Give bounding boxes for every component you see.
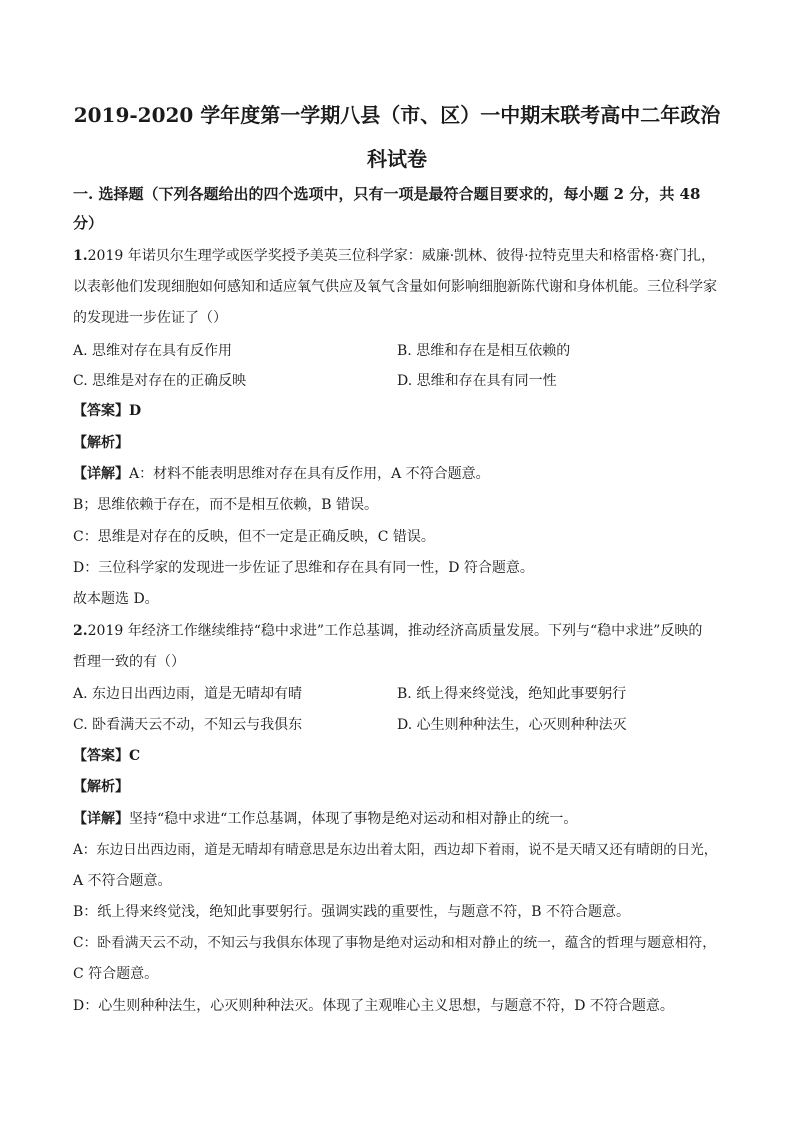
- q1-explain-a-line: [73, 463, 723, 485]
- q1-explain-c: C：思维是对存在的反映，但不一定是正确反映，C 错误。: [73, 529, 435, 545]
- q2-detail-tag: 【详解】: [73, 811, 129, 827]
- q2-answer-tag: 【答案】: [73, 748, 129, 764]
- q1-explain-d: D：三位科学家的发现进一步佐证了思维和存在具有同一性，D 符合题意。: [73, 560, 534, 576]
- q1-option-c: C. 思维是对存在的正确反映: [73, 373, 247, 389]
- q1-stem-line2: 以表彰他们发现细胞如何感知和适应氧气供应及氧气含量如何影响细胞新陈代谢和身体机能。三位科学家: [73, 279, 717, 295]
- q2-explain-a-line2: A 不符合题意。: [73, 873, 172, 889]
- q2-stem-text1: 2019 年经济工作继续维持“稳中求进”工作总基调，推动经济高质量发展。下列与“稳中求进”反映的: [87, 623, 703, 639]
- q1-stem-line3: 的发现进一步佐证了（）: [73, 310, 227, 326]
- q1-explain-b: B；思维依赖于存在，而不是相互依赖，B 错误。: [73, 497, 379, 513]
- q2-option-b: B. 纸上得来终觉浅，绝知此事要躬行: [397, 686, 627, 702]
- q1-stem-text1: 2019 年诺贝尔生理学或医学奖授予美英三位科学家：威廉·凯林、彼得·拉特克里夫和格雷格·赛门扎，: [87, 248, 716, 264]
- q2-option-a: A. 东边日出西边雨，道是无晴却有晴: [73, 686, 303, 702]
- q1-number: 1.: [73, 248, 88, 264]
- q1-answer-line: [73, 400, 723, 422]
- q2-option-d: D. 心生则种种法生，心灭则种种法灭: [397, 717, 627, 733]
- q1-option-d: D. 思维和存在具有同一性: [397, 373, 557, 389]
- q1-answer-tag: 【答案】: [73, 403, 129, 419]
- q2-explain-a-line1: A：东边日出西边雨，道是无晴却有晴意思是东边出着太阳，西边却下着雨，说不是天晴又还有晴朗的日光，: [73, 842, 718, 858]
- q2-explain-d: D：心生则种种法生，心灭则种种法灭。体现了主观唯心主义思想，与题意不符，D 不符合题意。: [73, 998, 674, 1014]
- q2-option-c: C. 卧看满天云不动，不知云与我俱东: [73, 717, 303, 733]
- q2-explain-c-line2: C 符合题意。: [73, 966, 159, 982]
- q1-detail-tag: 【详解】: [73, 466, 129, 482]
- q2-explain-b: B：纸上得来终觉浅，绝知此事要躬行。强调实践的重要性，与题意不符，B 不符合题意。: [73, 904, 631, 920]
- q2-detail: 坚持“稳中求进“工作总基调，体现了事物是绝对运动和相对静止的统一。: [129, 811, 578, 827]
- q2-detail-line: [73, 808, 723, 830]
- q1-stem-line1: [73, 245, 723, 267]
- q1-explain-a: A：材料不能表明思维对存在具有反作用，A 不符合题意。: [129, 466, 490, 482]
- q2-answer-value: C: [129, 748, 141, 764]
- q2-stem-line2: 哲理一致的有（）: [73, 654, 185, 670]
- q2-number: 2.: [73, 623, 88, 639]
- q2-answer-line: [73, 745, 723, 767]
- q1-option-a: A. 思维对存在具有反作用: [73, 343, 233, 359]
- q1-conclusion: 故本题选 D。: [73, 591, 159, 607]
- q2-explain-c-line1: C：卧看满天云不动，不知云与我俱东体现了事物是绝对运动和相对静止的统一，蕴含的哲理与题意相符，: [73, 935, 717, 951]
- q2-stem-line1: [73, 620, 723, 642]
- exam-title-line1: 2019-2020 学年度第一学期八县（市、区）一中期末联考高中二年政治: [73, 103, 721, 127]
- q1-option-b: B. 思维和存在是相互依赖的: [397, 343, 571, 359]
- q1-analysis-tag: 【解析】: [73, 435, 129, 451]
- exam-title-line2: 科试卷: [367, 147, 427, 171]
- q2-analysis-tag: 【解析】: [73, 779, 129, 795]
- section-heading-line2: 分）: [73, 214, 104, 232]
- section-heading-line1: 一. 选择题（下列各题给出的四个选项中，只有一项是最符合题目要求的，每小题 2 分，共 48: [73, 185, 701, 203]
- q1-answer-value: D: [129, 403, 142, 419]
